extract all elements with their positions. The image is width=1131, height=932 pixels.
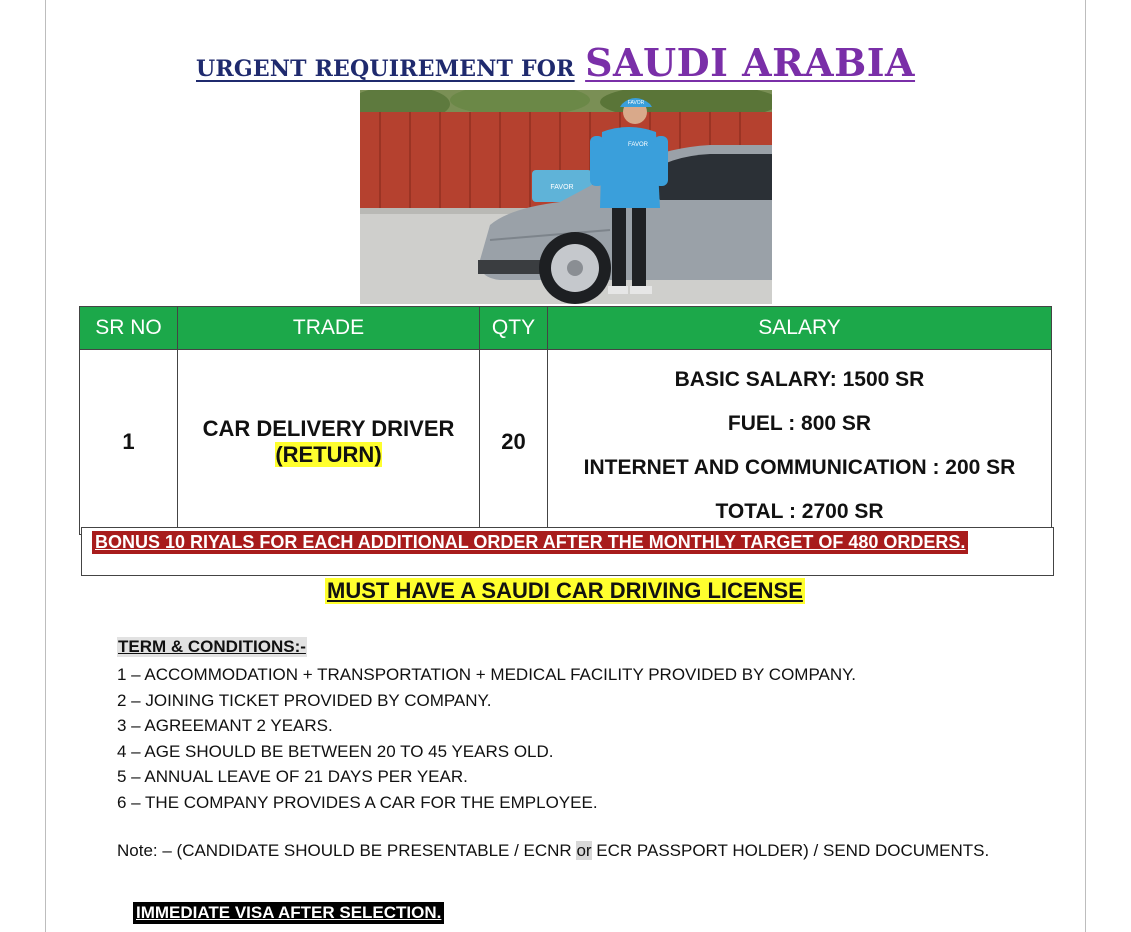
header-qty: QTY [480, 307, 548, 350]
cell-trade [178, 350, 480, 535]
cell-salary [548, 350, 1052, 535]
shirt-logo-text: FAVOR [628, 142, 648, 148]
header-salary: SALARY [548, 307, 1052, 350]
terms-item: 6 – THE COMPANY PROVIDES A CAR FOR THE EMPLOYEE. [117, 792, 598, 812]
terms-title: TERM & CONDITIONS:- [118, 637, 306, 656]
terms-item: 2 – JOINING TICKET PROVIDED BY COMPANY. [117, 690, 492, 710]
salary-fuel: FUEL : 800 SR [727, 412, 872, 435]
photo-illustration [360, 90, 772, 304]
trade-name: CAR DELIVERY DRIVER [202, 416, 455, 441]
note-before: Note: – (CANDIDATE SHOULD BE PRESENTABLE / ECNR [117, 841, 577, 860]
note-after: ECR PASSPORT HOLDER) / SEND DOCUMENTS. [591, 841, 990, 860]
cell-qty: 20 [480, 350, 548, 535]
cap-logo-text: FAVOR [627, 100, 645, 106]
header-sr-no: SR NO [80, 307, 178, 350]
jobs-table [79, 306, 1052, 535]
page-border-right [1085, 0, 1086, 932]
table-header-row [80, 307, 1052, 350]
note-or: or [576, 841, 592, 860]
bonus-box [81, 527, 1054, 576]
terms-item: 5 – ANNUAL LEAVE OF 21 DAYS PER YEAR. [117, 767, 468, 787]
terms-list [117, 662, 856, 816]
trade-note: (RETURN) [275, 442, 382, 467]
title-country: SAUDI ARABIA [585, 40, 916, 85]
license-requirement: MUST HAVE A SAUDI CAR DRIVING LICENSE [327, 578, 803, 603]
bonus-text: BONUS 10 RIYALS FOR EACH ADDITIONAL ORDER AFTER THE MONTHLY TARGET OF 480 ORDERS. [92, 531, 968, 554]
page-title [196, 40, 915, 85]
title-prefix: URGENT REQUIREMENT FOR [196, 56, 575, 82]
terms-item: 3 – AGREEMANT 2 YEARS. [117, 716, 333, 736]
header-trade: TRADE [178, 307, 480, 350]
salary-basic: BASIC SALARY: 1500 SR [674, 368, 925, 391]
cell-sr-no: 1 [80, 350, 178, 535]
terms-item: 1 – ACCOMMODATION + TRANSPORTATION + MEDICAL FACILITY PROVIDED BY COMPANY. [117, 665, 857, 684]
delivery-driver-photo [360, 90, 772, 304]
bag-logo-text: FAVOR [550, 184, 574, 191]
terms-item: 4 – AGE SHOULD BE BETWEEN 20 TO 45 YEARS OLD. [117, 741, 554, 761]
note-text [117, 841, 989, 861]
salary-internet: INTERNET AND COMMUNICATION : 200 SR [583, 456, 1016, 479]
page-border-left [45, 0, 46, 932]
visa-notice: IMMEDIATE VISA AFTER SELECTION. [133, 902, 444, 924]
table-row [80, 350, 1052, 535]
salary-total: TOTAL : 2700 SR [715, 500, 884, 523]
